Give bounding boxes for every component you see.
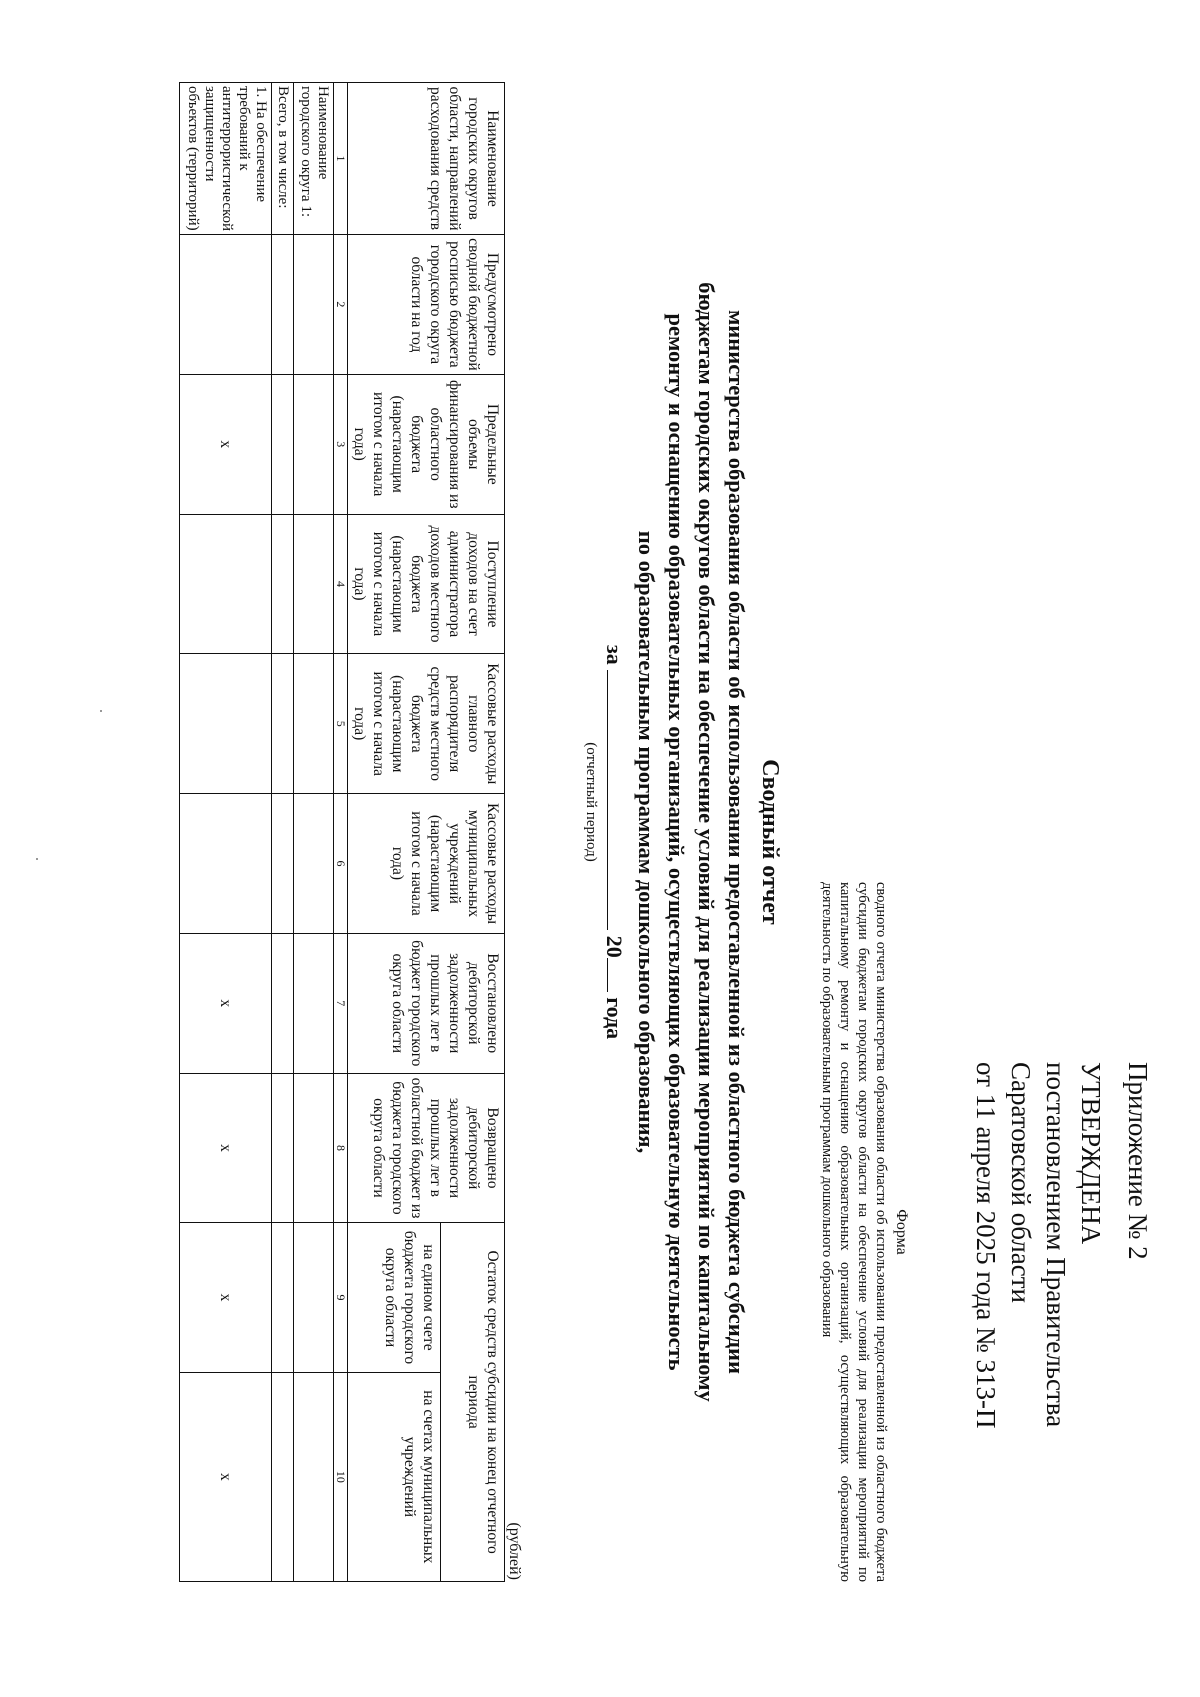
scan-speck <box>36 858 38 860</box>
table-cell <box>294 514 334 654</box>
col-header-1: Наименование городских округов области, направлений расходования средств <box>348 83 505 235</box>
period-hint: (отчетный период) <box>583 742 599 862</box>
period-prefix: за <box>602 644 627 665</box>
approved-stamp: УТВЕРЖДЕНА <box>1076 1062 1106 1245</box>
form-description: сводного отчета министерства образования области об использовании предоставленной из областного бюджета субсидии бюджетам городских округов области на обеспечение условий для реализации мероприятий по капитальному ремонту и оснащению образовательных организаций, осуществляющих образовательную деятельность по образовательным программам дошкольного образования <box>819 882 889 1582</box>
table-cell <box>294 1372 334 1581</box>
table-cell <box>180 514 272 654</box>
table-cell <box>272 514 294 654</box>
table-row <box>294 83 334 1582</box>
col-header-group: Остаток средств субсидии на конец отчетного периода <box>440 1223 504 1582</box>
decree-line-1: постановлением Правительства <box>1041 1062 1071 1428</box>
report-title-block <box>583 62 785 1622</box>
period-line <box>599 62 629 1622</box>
table-cell <box>272 235 294 375</box>
col-header-10: на счетах муниципальных учреждений <box>348 1372 441 1581</box>
table-row <box>272 83 294 1582</box>
report-table <box>179 82 505 1582</box>
table-cell: х <box>180 1372 272 1581</box>
table-cell <box>294 374 334 514</box>
table-cell <box>180 654 272 794</box>
title-line-3: ремонту и оснащению образовательных организаций, осуществляющих образовательную деятельность <box>664 313 689 1371</box>
period-suffix: года <box>602 997 627 1040</box>
rotated-page <box>65 62 1175 1622</box>
table-cell <box>272 374 294 514</box>
table-cell: х <box>180 374 272 514</box>
period-blank <box>607 670 628 930</box>
table-row <box>180 83 272 1582</box>
table-cell <box>294 654 334 794</box>
col-header-6: Кассовые расходы муниципальных учреждений (нарастающим итогом с начала года) <box>348 794 505 934</box>
col-header-3: Предельные объемы финансирования из областного бюджета (нарастающим итогом с начала года) <box>348 374 505 514</box>
col-number: 9 <box>334 1223 348 1372</box>
col-header-9: на едином счете бюджета городского округа области <box>348 1223 441 1372</box>
approval-block <box>968 1062 1155 1582</box>
form-word: Форма <box>893 1209 910 1255</box>
table-cell <box>294 933 334 1073</box>
table-cell <box>294 794 334 934</box>
row-label: Наименование городского округа 1: <box>294 83 334 235</box>
column-number-row <box>334 83 348 1582</box>
col-number: 5 <box>334 654 348 794</box>
col-header-5: Кассовые расходы главного распорядителя средств местного бюджета (нарастающим итогом с начала года) <box>348 654 505 794</box>
table-cell <box>294 1223 334 1372</box>
table-cell: х <box>180 1073 272 1223</box>
col-number: 8 <box>334 1073 348 1223</box>
year-blank <box>607 958 628 992</box>
title-line-4: по образовательным программам дошкольного образования, <box>634 530 659 1154</box>
title-line-1: министерства образования области об использовании предоставленной из областного бюджета субсидии <box>724 309 749 1374</box>
table-cell <box>294 235 334 375</box>
col-number: 7 <box>334 933 348 1073</box>
table-cell <box>272 1073 294 1223</box>
form-block <box>818 882 910 1582</box>
table-cell <box>272 933 294 1073</box>
col-number: 2 <box>334 235 348 375</box>
row-label: 1. На обеспечение требований к антитеррористической защищенности объектов (территорий) <box>180 83 272 235</box>
col-header-8: Возвращено дебиторской задолженности прошлых лет в областной бюджет из бюджета городского округа области <box>348 1073 505 1223</box>
table-cell: х <box>180 1223 272 1372</box>
col-number: 6 <box>334 794 348 934</box>
col-number: 3 <box>334 374 348 514</box>
period-century: 20 <box>602 935 627 958</box>
table-cell <box>272 794 294 934</box>
row-label: Всего, в том числе: <box>272 83 294 235</box>
table-cell <box>180 235 272 375</box>
table-cell <box>272 654 294 794</box>
col-number: 10 <box>334 1372 348 1581</box>
col-number: 1 <box>334 83 348 235</box>
col-number: 4 <box>334 514 348 654</box>
title-line-2: бюджетам городских округов области на обеспечение условий для реализации мероприятий по капитальному <box>694 282 719 1402</box>
table-cell: х <box>180 933 272 1073</box>
table-cell <box>272 1372 294 1581</box>
table-cell <box>272 1223 294 1372</box>
decree-line-2: Саратовской области <box>1006 1062 1036 1303</box>
col-header-4: Поступление доходов на счет администратора доходов местного бюджета (нарастающим итогом с начала года) <box>348 514 505 654</box>
col-header-2: Предусмотрено сводной бюджетной росписью бюджета городского округа области на год <box>348 235 505 375</box>
col-header-7: Восстановлено дебиторской задолженности прошлых лет в бюджет городского округа области <box>348 933 505 1073</box>
table-cell <box>180 794 272 934</box>
report-title: Сводный отчет <box>757 759 783 925</box>
decree-line-3: от 11 апреля 2025 года № 313-П <box>971 1062 1001 1429</box>
unit-note: (рублей) <box>506 1522 523 1580</box>
appendix-number: Приложение № 2 <box>1123 1062 1153 1260</box>
table-cell <box>294 1073 334 1223</box>
